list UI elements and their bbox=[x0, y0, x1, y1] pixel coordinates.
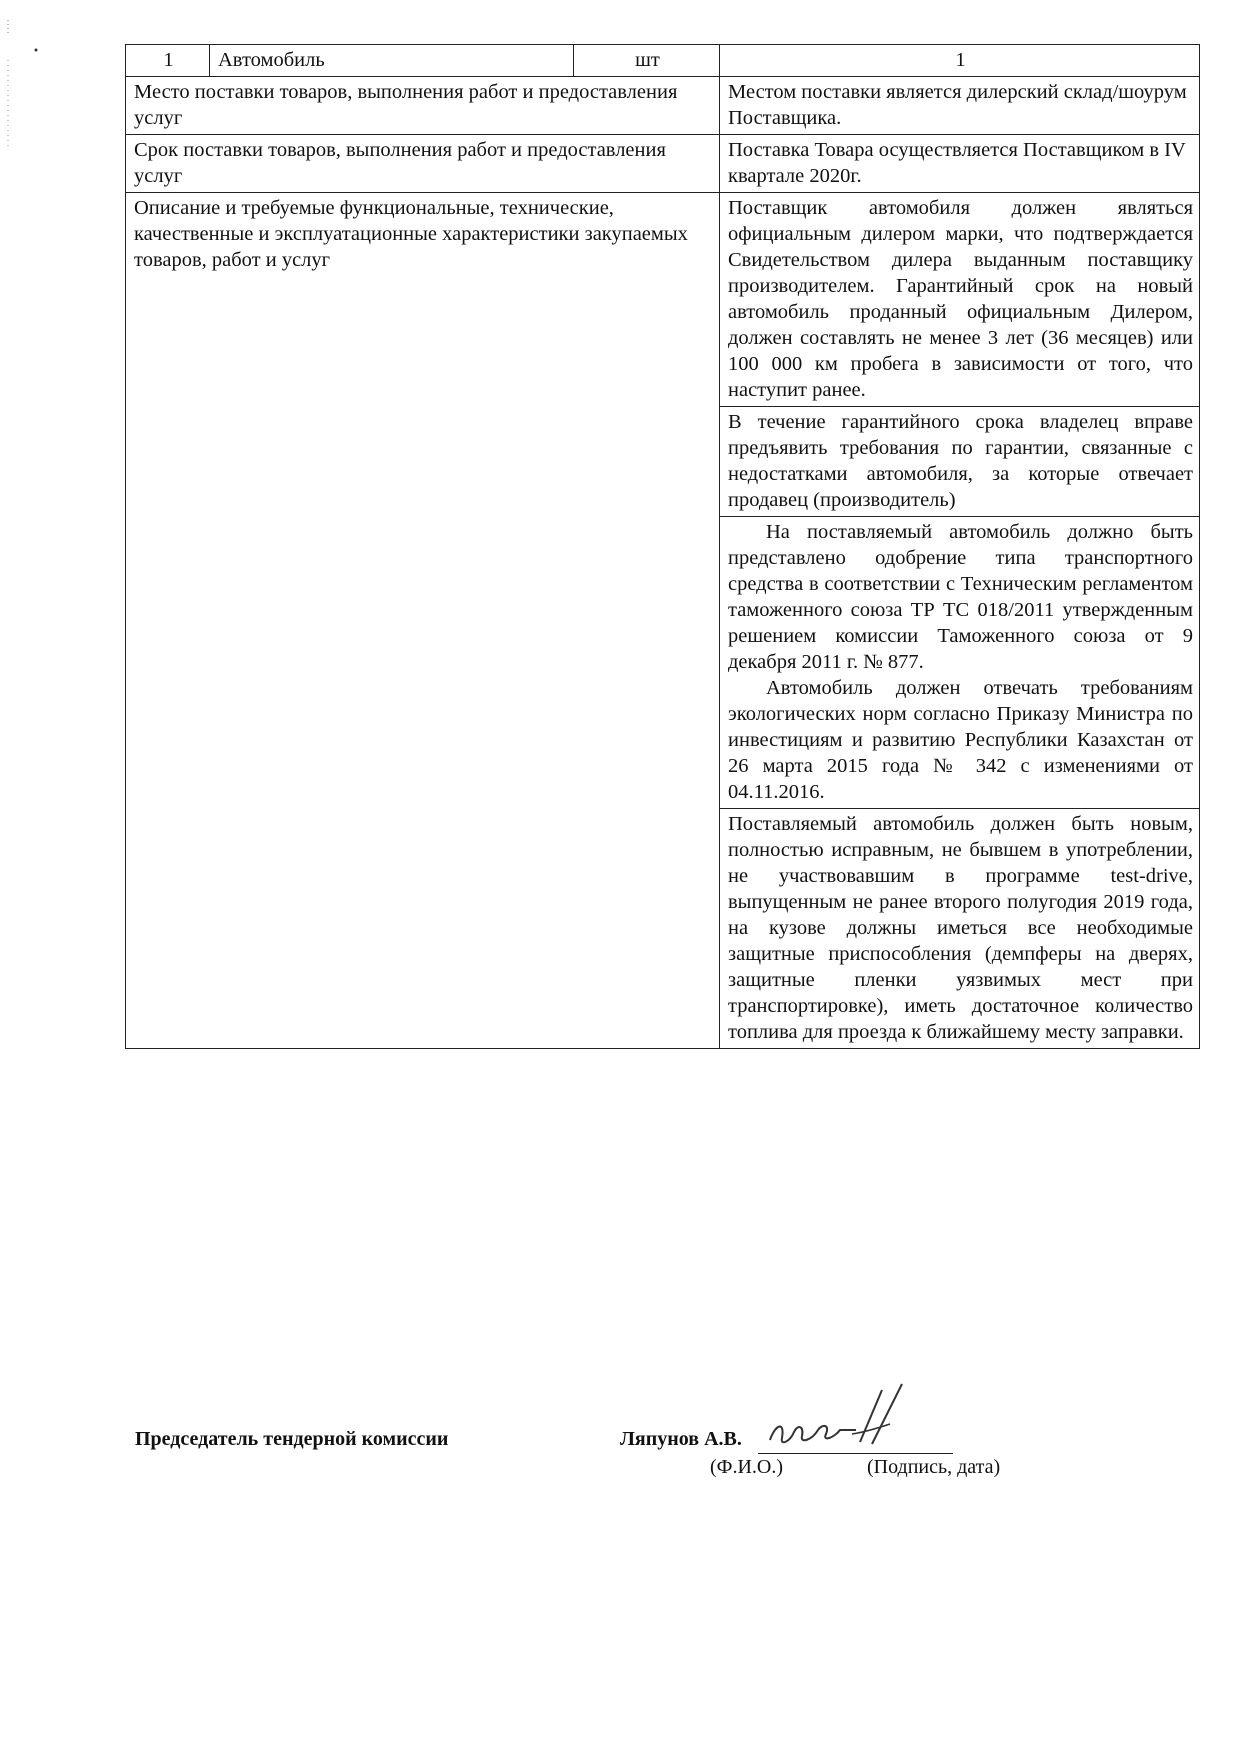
delivery-place-label: Место поставки товаров, выполнения работ и предоставления услуг bbox=[126, 77, 720, 135]
signature-block bbox=[135, 1420, 1085, 1530]
delivery-term-label: Срок поставки товаров, выполнения работ и предоставления услуг bbox=[126, 135, 720, 193]
table-row-requirement-1 bbox=[126, 193, 1200, 407]
handwritten-signature bbox=[760, 1380, 930, 1460]
item-unit-cell: шт bbox=[574, 45, 720, 77]
fio-caption: (Ф.И.О.) bbox=[710, 1456, 784, 1478]
delivery-place-value: Местом поставки является дилерский склад/шоурум Поставщика. bbox=[720, 77, 1200, 135]
item-quantity-cell: 1 bbox=[720, 45, 1200, 77]
table-row-delivery-term bbox=[126, 135, 1200, 193]
signatory-title: Председатель тендерной комиссии bbox=[135, 1428, 449, 1450]
delivery-term-value: Поставка Товара осуществляется Поставщиком в IV квартале 2020г. bbox=[720, 135, 1200, 193]
requirement-warranty-claims: В течение гарантийного срока владелец вправе предъявить требования по гарантии, связанные с недостатками автомобиля, за которые отвечает продавец (производитель) bbox=[720, 407, 1200, 517]
requirement-type-approval: На поставляемый автомобиль должно быть представлено одобрение типа транспортного средства в соответствии с Техническим регламентом таможенного союза ТР ТС 018/2011 утвержденным решением комиссии Таможенного союза от 9 декабря 2011 г. № 877. bbox=[728, 521, 1193, 673]
signature-date-caption: (Подпись, дата) bbox=[867, 1456, 1001, 1478]
table-row-item bbox=[126, 45, 1200, 77]
requirement-ecology: Автомобиль должен отвечать требованиям экологических норм согласно Приказу Министра по инвестициям и развитию Республики Казахстан от 26 марта 2015 года № 342 с изменениями от 04.11.2016. bbox=[728, 677, 1193, 803]
requirement-approvals-cell bbox=[720, 517, 1200, 809]
signatory-name: Ляпунов А.В. bbox=[620, 1428, 742, 1450]
requirement-new-vehicle: Поставляемый автомобиль должен быть новым, полностью исправным, не бывшем в употреблении, не участвовавшим в программе test-drive, выпущенным не ранее второго полугодия 2019 года, на кузове должны иметься все необходимые защитные приспособления (демпферы на дверях, защитные пленки уязвимых мест при транспортировке), иметь достаточное количество топлива для проезда к ближайшему месту заправки. bbox=[720, 809, 1200, 1049]
requirement-dealer-warranty: Поставщик автомобиля должен являться официальным дилером марки, что подтверждается Свидетельством дилера выданным поставщику производителем. Гарантийный срок на новый автомобиль проданный официальным Дилером, должен составлять не менее 3 лет (36 месяцев) или 100 000 км пробега в зависимости от того, что наступит ранее. bbox=[720, 193, 1200, 407]
item-number-cell: 1 bbox=[126, 45, 210, 77]
description-label: Описание и требуемые функциональные, технические, качественные и эксплуатационные характеристики закупаемых товаров, работ и услуг bbox=[126, 193, 720, 1049]
specification-table bbox=[125, 44, 1200, 1049]
item-name-cell: Автомобиль bbox=[210, 45, 574, 77]
table-row-delivery-place bbox=[126, 77, 1200, 135]
margin-scan-marks bbox=[0, 0, 40, 170]
